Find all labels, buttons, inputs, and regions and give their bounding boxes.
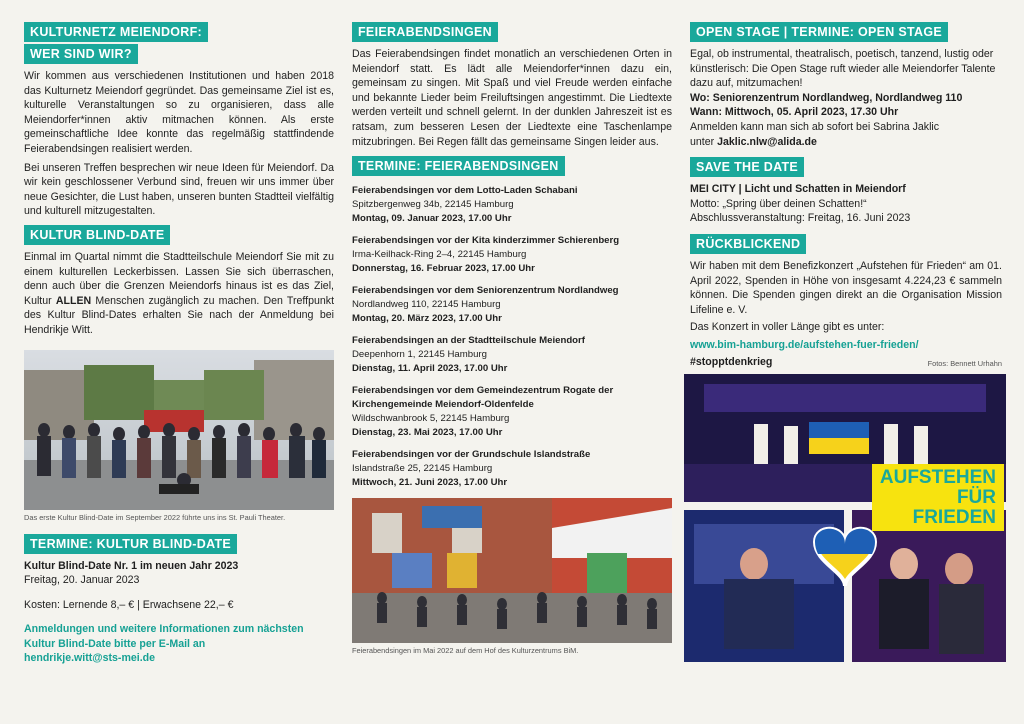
heading-kulturnetz-line1: KULTURNETZ MEIENDORF: bbox=[24, 22, 208, 42]
event-item bbox=[352, 334, 672, 376]
kulturnetz-paragraph-2: Bei unseren Treffen besprechen wir neue Ideen für Meiendorf. Da wir kein geschlossener Verbund sind, freuen wir uns immer über neue Gesichter, die Lust haben, unseren bunten Stadtteil vielfältig und kulturell mitzugestalten. bbox=[24, 161, 334, 218]
hashtag-row bbox=[690, 356, 1002, 368]
blind-date-text-b: Menschen zugänglich zu machen. Den Treffpunkt des Kultur Blind-Dates erhalten Sie nach der Anmeldung bei Hendrikje Witt. bbox=[24, 294, 335, 336]
heading-kulturnetz-line2: WER SIND WIR? bbox=[24, 44, 138, 64]
event-title: Feierabendsingen vor der Kita kinderzimmer Schierenberg bbox=[352, 235, 620, 247]
banner-line-1: AUFSTEHEN bbox=[879, 466, 996, 488]
heading-blind-date: KULTUR BLIND-DATE bbox=[24, 225, 170, 245]
event-address: Irma-Keilhack-Ring 2–4, 22145 Hamburg bbox=[352, 249, 527, 261]
open-stage-register-prefix: unter bbox=[690, 135, 718, 148]
blind-date-contact-line-2: Kultur Blind-Date bitte per E-Mail an bbox=[24, 637, 206, 650]
event-list bbox=[352, 184, 672, 490]
event-date: Montag, 20. März 2023, 17.00 Uhr bbox=[352, 313, 502, 325]
blind-date-event-title: Kultur Blind-Date Nr. 1 im neuen Jahr 2023 bbox=[24, 559, 239, 572]
open-stage-register: Anmelden kann man sich ab sofort bei Sabrina Jaklic bbox=[690, 120, 940, 133]
heading-rueckblickend: RÜCKBLICKEND bbox=[690, 234, 806, 254]
heading-open-stage: OPEN STAGE | TERMINE: OPEN STAGE bbox=[690, 22, 948, 42]
aufstehen-banner bbox=[872, 464, 1004, 531]
event-title: Feierabendsingen vor dem Gemeindezentrum Rogate der Kirchengemeinde Meiendorf-Oldenfelde bbox=[352, 385, 614, 411]
event-item bbox=[352, 448, 672, 490]
event-address: Nordlandweg 110, 22145 Hamburg bbox=[352, 299, 501, 311]
open-stage-register-line bbox=[690, 135, 1002, 150]
blind-date-group-photo bbox=[24, 350, 334, 510]
heading-feierabendsingen: FEIERABENDSINGEN bbox=[352, 22, 498, 42]
heading-termine-blind-date: TERMINE: KULTUR BLIND-DATE bbox=[24, 534, 237, 554]
kulturnetz-paragraph-1: Wir kommen aus verschiedenen Institutionen und haben 2018 das Kulturnetz Meiendorf gegründet. Das gemeinsame Ziel ist es, kulturelle Veranstaltungen so zu organisieren, dass alle Meiendorfer*innen aktiv mitmachen können. Als erste gemeinschaftliche Idee konnte das regelmäßig stattfindende Feierabendsingen realisiert werden. bbox=[24, 70, 334, 155]
banner-line-3: FRIEDEN bbox=[912, 506, 996, 528]
save-the-date-final: Abschlussveranstaltung: Freitag, 16. Juni 2023 bbox=[690, 212, 911, 225]
group-photo-illustration bbox=[24, 350, 334, 510]
feierabendsingen-photo bbox=[352, 498, 672, 643]
blind-date-paragraph bbox=[24, 250, 334, 338]
hashtag: #stopptdenkrieg bbox=[690, 355, 773, 368]
event-date: Mittwoch, 21. Juni 2023, 17.00 Uhr bbox=[352, 477, 508, 489]
rueckblickend-paragraph: Wir haben mit dem Benefizkonzert „Aufstehen für Frieden“ am 01. April 2022, Spenden in Höhe von insgesamt 4.224,23 € sammeln können. Die Spenden gingen direkt an die Organisation Mission Lifeline e. V. bbox=[690, 259, 1002, 316]
open-stage-where: Wo: Seniorenzentrum Nordlandweg, Nordlandweg 110 bbox=[690, 91, 963, 104]
event-date: Montag, 09. Januar 2023, 17.00 Uhr bbox=[352, 213, 512, 225]
heading-save-the-date: SAVE THE DATE bbox=[690, 157, 804, 177]
heading-termine-feierabendsingen: TERMINE: FEIERABENDSINGEN bbox=[352, 156, 565, 176]
event-address: Spitzbergenweg 34b, 22145 Hamburg bbox=[352, 199, 514, 211]
blind-date-event-date: Freitag, 20. Januar 2023 bbox=[24, 574, 140, 587]
event-date: Dienstag, 23. Mai 2023, 17.00 Uhr bbox=[352, 427, 503, 439]
heading-kulturnetz bbox=[24, 22, 334, 64]
event-address: Islandstraße 25, 22145 Hamburg bbox=[352, 463, 493, 475]
concert-photo-collage bbox=[684, 374, 1006, 662]
event-item bbox=[352, 384, 672, 440]
blind-date-contact-line-1: Anmeldungen und weitere Informationen zum nächsten bbox=[24, 623, 304, 636]
event-address: Deepenhorn 1, 22145 Hamburg bbox=[352, 349, 487, 361]
event-item bbox=[352, 184, 672, 226]
event-date: Dienstag, 11. April 2023, 17.00 Uhr bbox=[352, 363, 508, 375]
banner-line-2: FÜR bbox=[956, 486, 996, 508]
event-address: Wildschwanbrook 5, 22145 Hamburg bbox=[352, 413, 510, 425]
event-title: Feierabendsingen vor dem Seniorenzentrum Nordlandweg bbox=[352, 285, 619, 297]
blind-date-text-bold: ALLEN bbox=[55, 294, 92, 307]
blind-date-costs: Kosten: Lernende 8,– € | Erwachsene 22,– € bbox=[24, 598, 234, 611]
concert-link[interactable]: www.bim-hamburg.de/aufstehen-fuer-frieden/ bbox=[690, 338, 919, 351]
rueckblickend-concert-text: Das Konzert in voller Länge gibt es unter: bbox=[690, 321, 885, 334]
event-item bbox=[352, 284, 672, 326]
event-title: Feierabendsingen vor dem Lotto-Laden Schabani bbox=[352, 185, 578, 197]
open-stage-email[interactable]: Jaklic.nlw@alida.de bbox=[717, 135, 817, 148]
column-open-stage bbox=[690, 22, 1002, 662]
feierabendsingen-photo-caption: Feierabendsingen im Mai 2022 auf dem Hof des Kulturzentrums BiM. bbox=[352, 646, 579, 656]
feierabendsingen-paragraph: Das Feierabendsingen findet monatlich an verschiedenen Orten in Meiendorf statt. Es lädt alle Meiendorfer*innen dazu ein, gemeinsam zu singen. Mit Spaß und viel Freude werden einfache und bekannte Lieder beim Freiluftsingen angestimmt. Die Liedtexte werden verteilt und schnell gelernt. In der dunklen Jahreszeit ist es ratsam, zum besseren Lesen der Liedtexte eine Taschenlampe mitzubringen. Bei Regen fällt das gemeinsame Singen leider aus. bbox=[352, 48, 672, 148]
event-title: Feierabendsingen vor der Grundschule Islandstraße bbox=[352, 449, 591, 461]
save-the-date-title: MEI CITY | Licht und Schatten in Meiendorf bbox=[690, 183, 906, 196]
blind-date-text-a: Einmal im Quartal nimmt die Stadtteilschule Meiendorf Sie mit zu einem kulturellen Leckerbissen. Lassen Sie sich überraschen, denn auch über die Grenzen Meiendorfs hinaus ist es das Ziel, Kultur bbox=[24, 250, 334, 307]
open-stage-paragraph: Egal, ob instrumental, theatralisch, poetisch, tanzend, lustig oder künstlerisch: Die Open Stage ruft wieder alle Meiendorfer Talente dazu auf, mitzumachen! bbox=[690, 48, 996, 90]
courtyard-photo-illustration bbox=[352, 498, 672, 643]
event-title: Feierabendsingen an der Stadtteilschule Meiendorf bbox=[352, 335, 585, 347]
column-kulturnetz bbox=[24, 22, 334, 666]
photo-credit: Fotos: Bennett Urhahn bbox=[927, 358, 1002, 368]
blind-date-photo-caption: Das erste Kultur Blind-Date im September 2022 führte uns ins St. Pauli Theater. bbox=[24, 512, 286, 522]
event-item bbox=[352, 234, 672, 276]
event-date: Donnerstag, 16. Februar 2023, 17.00 Uhr bbox=[352, 263, 535, 275]
save-the-date-motto: Motto: „Spring über deinen Schatten!“ bbox=[690, 197, 867, 210]
open-stage-when: Wann: Mittwoch, 05. April 2023, 17.30 Uhr bbox=[690, 106, 899, 119]
blind-date-contact-email[interactable]: hendrikje.witt@sts-mei.de bbox=[24, 652, 156, 665]
column-feierabendsingen bbox=[352, 22, 672, 655]
